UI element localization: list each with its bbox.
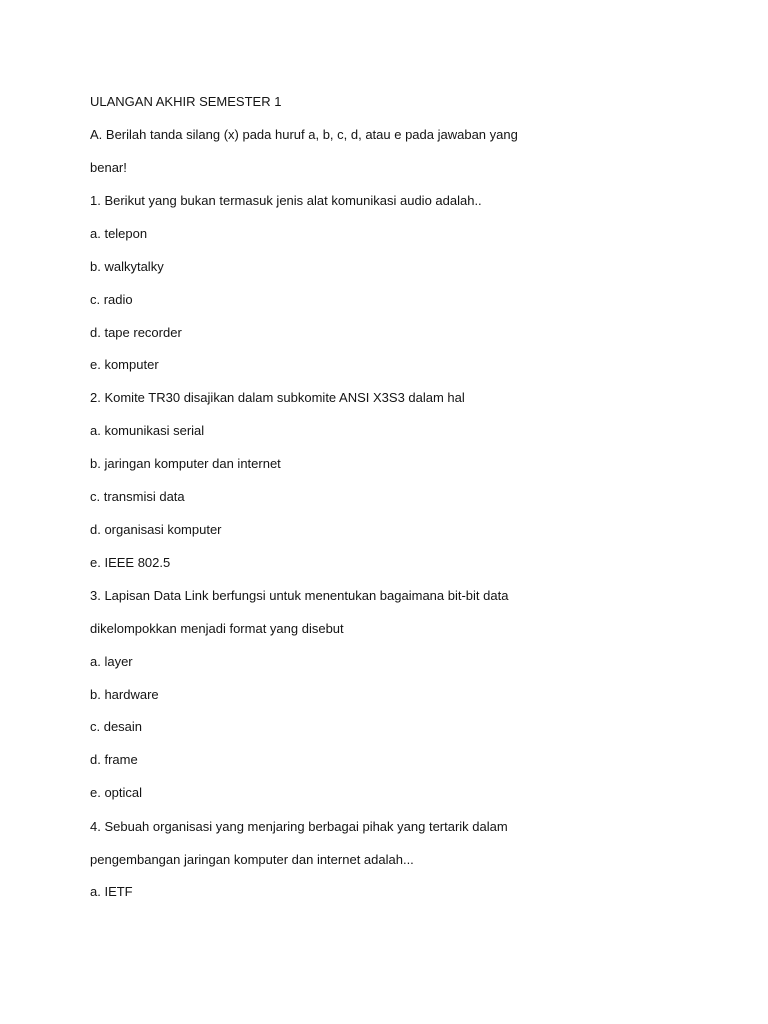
question-2-option-b: b. jaringan komputer dan internet (90, 456, 281, 471)
question-1-option-e: e. komputer (90, 357, 159, 372)
question-2-option-c: c. transmisi data (90, 489, 185, 504)
question-2-option-d: d. organisasi komputer (90, 522, 222, 537)
question-1-option-d: d. tape recorder (90, 325, 182, 340)
question-1-option-b: b. walkytalky (90, 259, 164, 274)
question-3-option-c: c. desain (90, 719, 143, 734)
document-title: ULANGAN AKHIR SEMESTER 1 (90, 94, 282, 109)
question-3-option-e: e. optical (90, 785, 143, 800)
question-2-option-e: e. IEEE 802.5 (90, 555, 171, 570)
question-1-option-c: c. radio (90, 292, 133, 307)
question-3-option-b: b. hardware (90, 687, 159, 702)
instruction-line-1: A. Berilah tanda silang (x) pada huruf a, b, c, d, atau e pada jawaban yang (90, 127, 518, 142)
question-4-text-line-2: pengembangan jaringan komputer dan internet adalah... (90, 852, 414, 867)
question-3-text-line-2: dikelompokkan menjadi format yang disebut (90, 621, 344, 636)
instruction-line-2: benar! (90, 160, 127, 175)
question-1-option-a: a. telepon (90, 226, 148, 241)
question-2-option-a: a. komunikasi serial (90, 423, 205, 438)
question-4-option-a: a. IETF (90, 884, 133, 899)
question-3-text-line-1: 3. Lapisan Data Link berfungsi untuk menentukan bagaimana bit-bit data (90, 588, 509, 603)
question-1-text: 1. Berikut yang bukan termasuk jenis alat komunikasi audio adalah.. (90, 193, 482, 208)
question-3-option-d: d. frame (90, 752, 138, 767)
question-4-text-line-1: 4. Sebuah organisasi yang menjaring berbagai pihak yang tertarik dalam (90, 819, 508, 834)
question-2-text: 2. Komite TR30 disajikan dalam subkomite ANSI X3S3 dalam hal (90, 390, 465, 405)
question-3-option-a: a. layer (90, 654, 133, 669)
